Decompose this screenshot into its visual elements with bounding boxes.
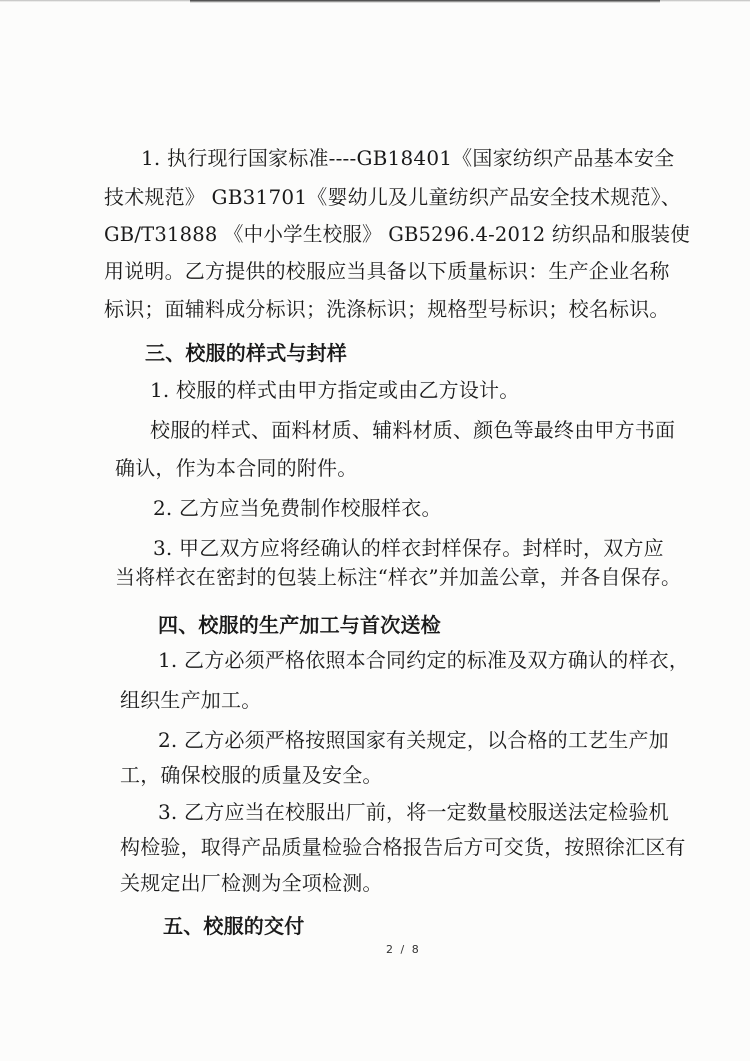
section-heading-4: 四、校服的生产加工与首次送检 (158, 613, 441, 637)
text-line-5: 标识；面辅料成分标识；洗涤标识；规格型号标识；校名标识。 (104, 297, 670, 321)
text-line-8: 校服的样式、面料材质、辅料材质、颜色等最终由甲方书面 (150, 418, 676, 442)
text-line-16: 2. 乙方必须严格按照国家有关规定，以合格的工艺生产加 (158, 728, 669, 752)
text-line-10: 2. 乙方应当免费制作校服样衣。 (153, 496, 442, 520)
text-line-19: 构检验，取得产品质量检验合格报告后方可交货，按照徐汇区有 (120, 835, 686, 859)
text-line-9: 确认，作为本合同的附件。 (115, 456, 358, 480)
text-line-7: 1. 校服的样式由甲方指定或由乙方设计。 (150, 378, 520, 402)
text-line-15: 组织生产加工。 (120, 688, 262, 712)
scan-edge (190, 0, 660, 3)
section-heading-5: 五、校服的交付 (163, 914, 305, 938)
text-line-17: 工，确保校服的质量及安全。 (120, 763, 383, 787)
text-line-3: GB/T31888 《中小学生校服》 GB5296.4-2012 纺织品和服装使 (104, 222, 690, 246)
text-line-4: 用说明。乙方提供的校服应当具备以下质量标识：生产企业名称 (104, 259, 670, 283)
text-line-2: 技术规范》 GB31701《婴幼儿及儿童纺织产品安全技术规范》、 (104, 185, 682, 209)
text-line-18: 3. 乙方应当在校服出厂前，将一定数量校服送法定检验机 (158, 800, 669, 824)
text-line-12: 当将样衣在密封的包装上标注“样衣”并加盖公章，并各自保存。 (115, 565, 682, 589)
text-line-11: 3. 甲乙双方应将经确认的样衣封样保存。封样时，双方应 (153, 536, 664, 560)
text-line-1: 1. 执行现行国家标准----GB18401《国家纺织产品基本安全 (141, 146, 675, 170)
page-number: 2 / 8 (386, 943, 421, 956)
text-line-20: 关规定出厂检测为全项检测。 (120, 871, 383, 895)
text-line-14: 1. 乙方必须严格依照本合同约定的标准及双方确认的样衣， (158, 648, 690, 672)
section-heading-3: 三、校服的样式与封样 (145, 341, 347, 365)
